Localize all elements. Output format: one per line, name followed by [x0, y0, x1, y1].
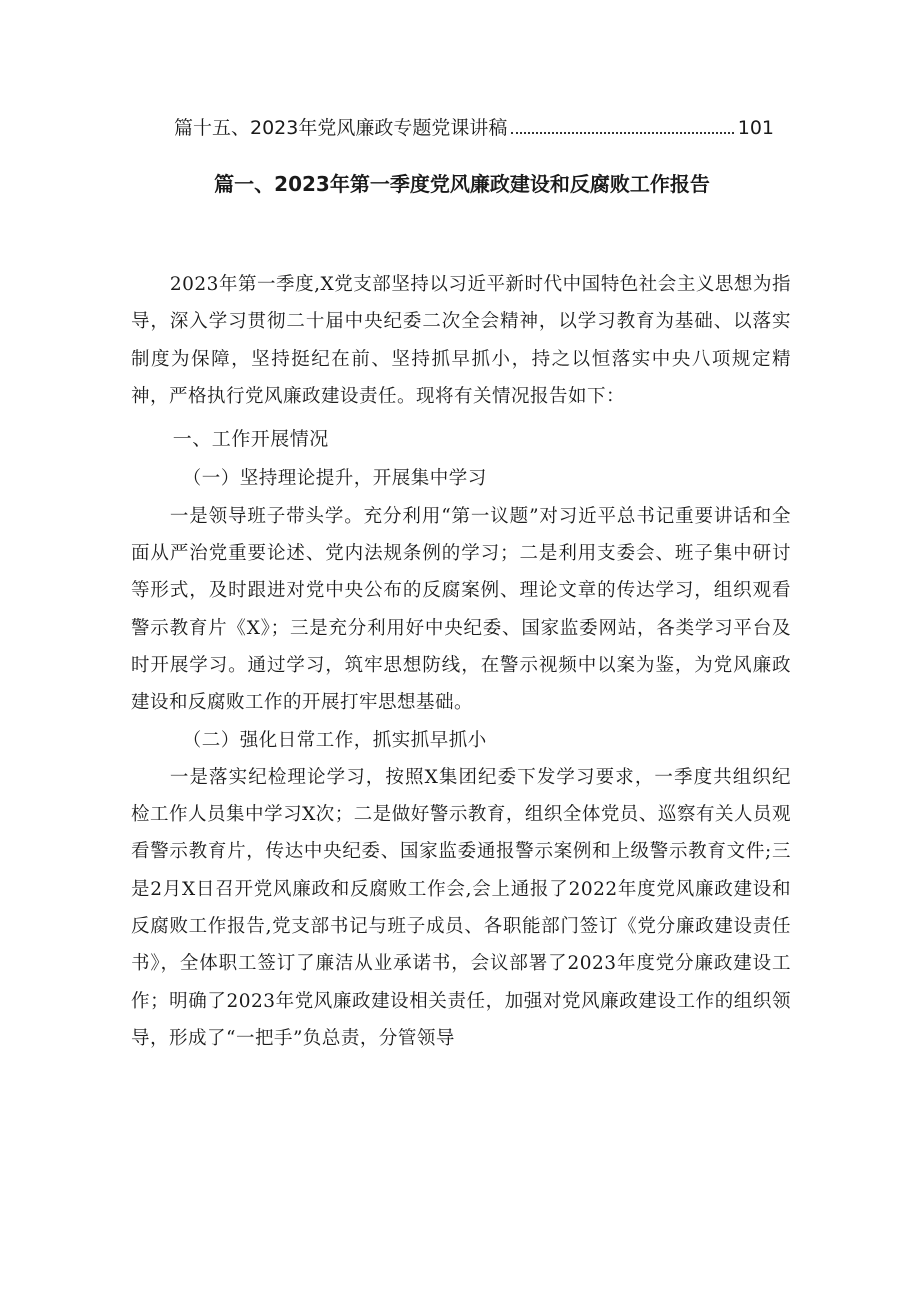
body-paragraph: 一是落实纪检理论学习，按照X集团纪委下发学习要求，一季度共组织纪检工作人员集中学习X次；二是做好警示教育，组织全体党员、巡察有关人员观看警示教育片，传达中央纪委、国家监委通报警示案例和上级警示教育文件;三是2月X日召开党风廉政和反腐败工作会,会上通报了2022年度党风廉政建设和反腐败工作报告,党支部书记与班子成员、各职能部门签订《党分廉政建设责任书》，全体职工签订了廉洁从业承诺书，会议部署了2023年度党分廉政建设工作；明确了2023年党风廉政建设相关责任，加强对党风廉政建设工作的组织领导，形成了“一把手”负总责，分管领导	[131, 766, 791, 1049]
subsection-heading: （一）坚持理论提升，开展集中学习	[182, 468, 487, 490]
intro-paragraph: 2023年第一季度,X党支部坚持以习近平新时代中国特色社会主义思想为指导，深入学习贯彻二十届中央纪委二次全会精神，以学习教育为基础、以落实制度为保障，坚持挺纪在前、坚持抓早抓小，持之以恒落实中央八项规定精神，严格执行党风廉政建设责任。现将有关情况报告如下：	[131, 274, 791, 407]
document-body	[131, 266, 791, 1057]
subsection-heading: （二）强化日常工作，抓实抓早抓小	[182, 729, 487, 751]
toc-dot-leader	[511, 131, 733, 134]
document-title: 篇一、2023年第一季度党风廉政建设和反腐败工作报告	[214, 172, 710, 196]
body-paragraph: 一是领导班子带头学。充分利用“第一议题”对习近平总书记重要讲话和全面从严治党重要论述、党内法规条例的学习；二是利用支委会、班子集中研讨等形式，及时跟进对党中央公布的反腐案例、理论文章的传达学习，组织观看警示教育片《X》；三是充分利用好中央纪委、国家监委网站，各类学习平台及时开展学习。通过学习，筑牢思想防线，在警示视频中以案为鉴，为党风廉政建设和反腐败工作的开展打牢思想基础。	[131, 505, 791, 714]
section-heading: 一、工作开展情况	[172, 428, 329, 451]
toc-entry-title: 篇十五、2023年党风廉政专题党课讲稿	[174, 117, 508, 139]
toc-entry-page-number: 101	[737, 117, 774, 139]
toc-entry[interactable]	[174, 113, 774, 143]
